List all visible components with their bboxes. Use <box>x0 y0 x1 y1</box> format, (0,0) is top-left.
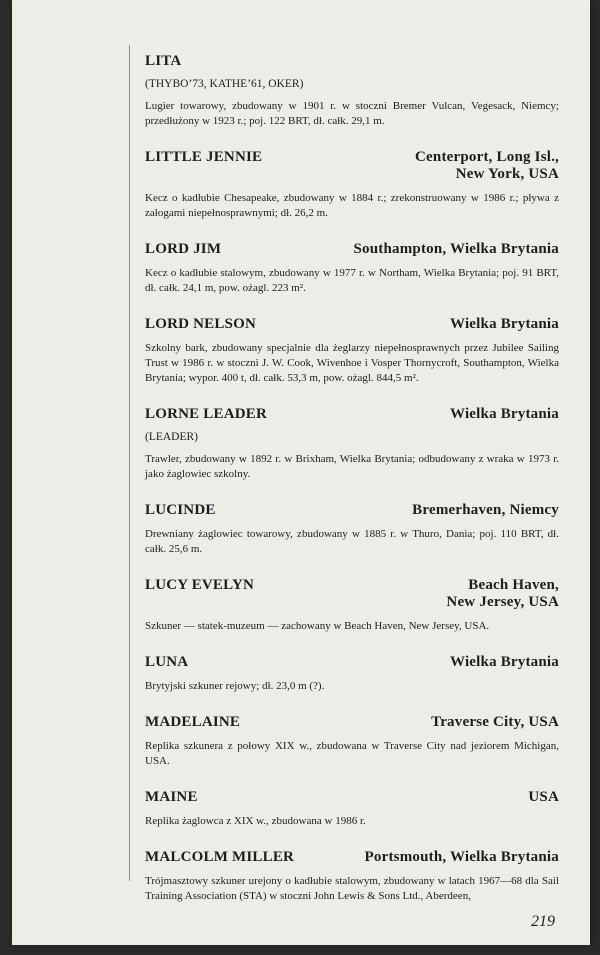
entry-description: Kecz o kadłubie stalowym, zbudowany w 1977 r. w Northam, Wielka Brytania; poj. 91 BRT, dł. całk. 24,1 m, pow. ożagl. 223 m². <box>145 267 559 294</box>
entry-place: Wielka Brytania <box>450 654 559 670</box>
entry-place: Portsmouth, Wielka Brytania <box>364 849 559 865</box>
entry-lord-jim <box>145 241 559 296</box>
entry-description: Trawler, zbudowany w 1892 r. w Brixham, Wielka Brytania; odbudowany z wraka w 1973 r. jako żaglowiec szkolny. <box>145 453 559 480</box>
entry-description: Brytyjski szkuner rejowy; dł. 23,0 m (?). <box>145 680 325 692</box>
entry-name: MADELAINE <box>145 714 241 730</box>
entry-lucinde <box>145 502 559 557</box>
entry-former-names: (THYBO’73, KATHE’61, OKER) <box>145 78 304 90</box>
entry-description: Replika żaglowca z XIX w., zbudowana w 1986 r. <box>145 815 366 827</box>
entry-place: USA <box>528 789 559 805</box>
entry-name: MALCOLM MILLER <box>145 849 295 865</box>
entry-name: LORD JIM <box>145 241 222 257</box>
entry-name: LUCY EVELYN <box>145 577 255 593</box>
entry-malcolm-miller <box>145 849 559 904</box>
entry-maine <box>145 789 559 829</box>
book-page <box>12 0 590 945</box>
entry-description: Kecz o kadłubie Chesapeake, zbudowany w 1884 r.; zrekonstruowany w 1986 r.; pływa z załogami niepełnosprawnymi; dł. 26,2 m. <box>145 192 559 219</box>
entry-place: Wielka Brytania <box>450 406 559 422</box>
entry-name: LITTLE JENNIE <box>145 149 263 165</box>
entry-description: Trójmasztowy szkuner urejony o kadłubie stalowym, zbudowany w latach 1967—68 dla Sail Training Association (STA) w stoczni John Lewis & Sons Ltd., Aberdeen, <box>145 875 559 902</box>
entry-luna <box>145 654 559 694</box>
entry-name: LUCINDE <box>145 502 216 518</box>
entry-name: LUNA <box>145 654 189 670</box>
entry-description: Lugier towarowy, zbudowany w 1901 r. w stoczni Bremer Vulcan, Vegesack, Niemcy; przedłużony w 1923 r.; poj. 122 BRT, dł. całk. 29,1 m. <box>145 100 559 127</box>
page-number: 219 <box>531 913 555 930</box>
entry-description: Szkolny bark, zbudowany specjalnie dla żeglarzy niepełnosprawnych przez Jubilee Sailing Trust w 1986 r. w stoczni J. W. Cook, Wivenhoe i Vosper Thornycroft, Southampton, Wielka Brytania; wypor. 400 t, dł. całk. 53,3 m, pow. ożagl. 844,5 m². <box>145 342 559 384</box>
entry-place: Southampton, Wielka Brytania <box>353 241 559 257</box>
entry-description: Drewniany żaglowiec towarowy, zbudowany w 1885 r. w Thuro, Dania; poj. 110 BRT, dł. całk. 25,6 m. <box>145 528 559 555</box>
entry-place: Wielka Brytania <box>450 316 559 332</box>
entry-lord-nelson <box>145 316 559 386</box>
entry-madelaine <box>145 714 559 769</box>
entry-former-names: (LEADER) <box>145 431 199 443</box>
entry-description: Replika szkunera z połowy XIX w., zbudowana w Traverse City nad jeziorem Michigan, USA. <box>145 740 559 767</box>
entries-column <box>145 53 559 904</box>
entry-place: Bremerhaven, Niemcy <box>412 502 559 518</box>
entry-name: LITA <box>145 53 182 69</box>
entry-little-jennie <box>145 149 559 221</box>
entry-place: Beach Haven, New Jersey, USA <box>446 577 559 610</box>
entry-description: Szkuner — statek-muzeum — zachowany w Beach Haven, New Jersey, USA. <box>145 620 490 632</box>
entry-place: Centerport, Long Isl., New York, USA <box>415 149 559 182</box>
entry-name: LORNE LEADER <box>145 406 268 422</box>
entry-lorne-leader <box>145 406 559 482</box>
margin-rule <box>129 45 130 881</box>
entry-lucy-evelyn <box>145 577 559 634</box>
entry-name: LORD NELSON <box>145 316 256 332</box>
entry-lita <box>145 53 559 129</box>
entry-name: MAINE <box>145 789 198 805</box>
entry-place: Traverse City, USA <box>431 714 559 730</box>
